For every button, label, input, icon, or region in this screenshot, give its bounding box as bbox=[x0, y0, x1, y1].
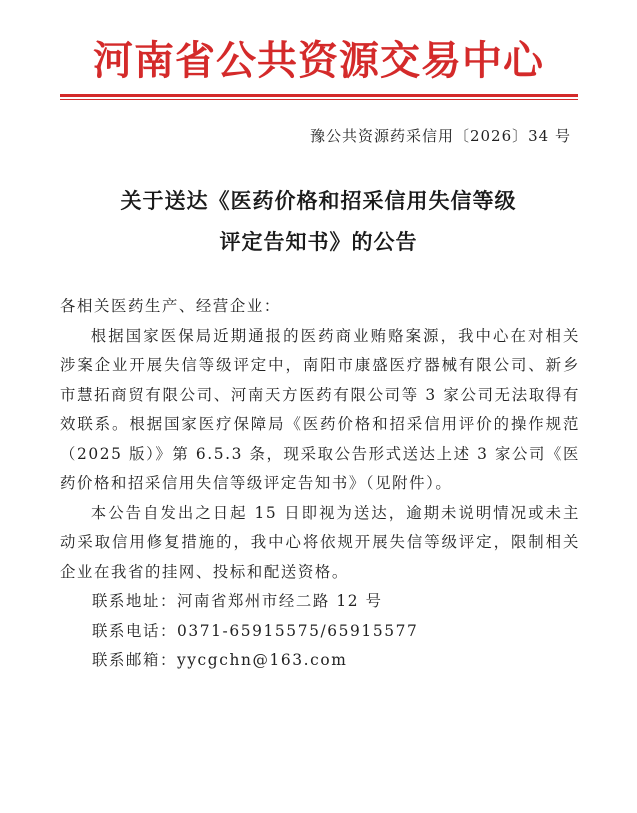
masthead-red-rule-thin bbox=[60, 99, 578, 100]
contact-address-label: 联系地址： bbox=[92, 592, 177, 610]
salutation: 各相关医药生产、经营企业： bbox=[60, 297, 281, 315]
notice-title-line-1: 关于送达《医药价格和招采信用失信等级 bbox=[120, 188, 517, 213]
notice-body bbox=[60, 292, 580, 676]
contact-email-value: yycgchn@163.com bbox=[176, 651, 348, 669]
masthead-red-rule bbox=[60, 94, 578, 97]
notice-title bbox=[40, 180, 597, 262]
contact-phone-label: 联系电话： bbox=[92, 621, 177, 640]
document-number: 豫公共资源药采信用〔2026〕34 号 bbox=[309, 127, 571, 145]
contact-address bbox=[60, 587, 580, 617]
notice-title-line-2: 评定告知书》的公告 bbox=[219, 229, 418, 254]
contact-email bbox=[60, 646, 580, 676]
contact-address-value: 河南省郑州市经二路 12 号 bbox=[176, 592, 383, 610]
contact-phone bbox=[60, 617, 580, 647]
contact-email-label: 联系邮箱： bbox=[92, 651, 177, 669]
body-paragraph-2: 本公告自发出之日起 15 日即视为送达，逾期未说明情况或未主动采取信用修复措施的，我中心将依规开展失信等级评定，限制相关企业在我省的挂网、投标和配送资格。 bbox=[60, 503, 580, 581]
contact-phone-value: 0371-65915575/65915577 bbox=[176, 621, 419, 640]
body-paragraph-1: 根据国家医保局近期通报的医药商业贿赂案源，我中心在对相关涉案企业开展失信等级评定中，南阳市康盛医疗器械有限公司、新乡市慧拓商贸有限公司、河南天方医药有限公司等 3 家公司无法取得有效联系。根据国家医疗保障局《医药价格和招采信用评价的操作规范（2025 版）》第 6.5.3 条，现采取公告形式送达上述 3 家公司《医药价格和招采信用失信等级评定告知书》（见附件）。 bbox=[60, 326, 580, 492]
masthead-org-name: 河南省公共资源交易中心 bbox=[93, 38, 544, 84]
